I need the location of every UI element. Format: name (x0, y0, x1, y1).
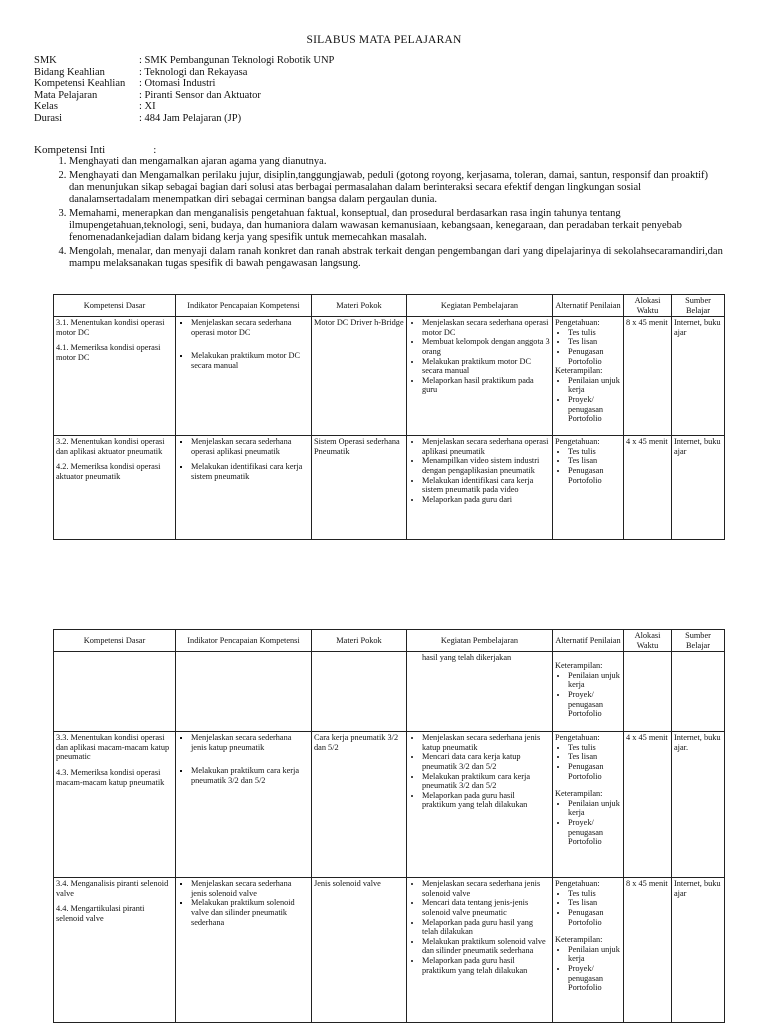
penilaian-cell (553, 878, 624, 1023)
sumber-cell: Internet, buku ajar (672, 317, 725, 436)
table-row (54, 878, 725, 1023)
table-row (54, 652, 725, 732)
materi-cell (312, 652, 407, 732)
meta-row (34, 101, 334, 113)
indikator-cell (176, 878, 312, 1023)
header-kegiatan: Kegiatan Pembelajaran (407, 630, 553, 652)
header-kd: Kompetensi Dasar (54, 630, 176, 652)
header-materi: Materi Pokok (312, 630, 407, 652)
penilaian-item: • Tes lisan (568, 752, 621, 762)
penilaian-item: • Proyek/ penugasan Portofolio (568, 690, 621, 719)
sumber-cell: Internet, buku ajar. (672, 732, 725, 878)
kegiatan-item: • Melaporkan hasil praktikum pada guru (422, 376, 550, 395)
header-materi: Materi Pokok (312, 295, 407, 317)
ki-list (34, 156, 724, 272)
penilaian-label: Keterampilan: (555, 935, 603, 945)
materi-cell: Cara kerja pneumatik 3/2 dan 5/2 (312, 732, 407, 878)
kd-text: 3.3. Menentukan kondisi operasi dan aplikasi macam-macam katup pneumatic (56, 733, 170, 762)
meta-value: : XI (139, 101, 156, 112)
meta-value: : SMK Pembangunan Teknologi Robotik UNP (139, 55, 335, 66)
indikator-cell (176, 652, 312, 732)
kd-text: 3.1. Menentukan kondisi operasi motor DC (56, 318, 165, 337)
sumber-cell: Internet, buku ajar (672, 878, 725, 1023)
header-kd: Kompetensi Dasar (54, 295, 176, 317)
penilaian-item: • Penilaian unjuk kerja (568, 945, 621, 964)
meta-value: : 484 Jam Pelajaran (JP) (139, 112, 242, 124)
indikator-item: ▪ Melakukan praktikum motor DC secara manual (191, 351, 309, 370)
kd-text: 4.2. Memeriksa kondisi operasi aktuator pneumatik (56, 462, 161, 481)
kegiatan-item: • Menampilkan video sistem industri dengan pengaplikasian pneumatik (422, 456, 550, 475)
materi-cell: Sistem Operasi sederhana Pneumatik (312, 436, 407, 540)
penilaian-label: Keterampilan: (555, 661, 603, 671)
indikator-item: ▪ Menjelaskan secara sederhana operasi motor DC (191, 318, 309, 337)
penilaian-cell (553, 732, 624, 878)
penilaian-item: • Tes tulis (568, 447, 621, 457)
header-kegiatan: Kegiatan Pembelajaran (407, 295, 553, 317)
meta-value: : Teknologi dan Rekayasa (139, 66, 248, 78)
header-indikator: Indikator Pencapaian Kompetensi (176, 295, 312, 317)
penilaian-item: • Penilaian unjuk kerja (568, 799, 621, 818)
kd-text: 3.4. Menganalisis piranti selenoid valve (56, 879, 169, 898)
ki-item: 4. Mengolah, menalar, dan menyaji dalam ranah konkret dan ranah abstrak terkait dengan pengembangan dari yang dipelajarinya di sekolahsecaramandiri,dan mampu melaksanakan tugas spesifik di bawah pengawasan langsung. (69, 246, 724, 270)
kegiatan-item: • Menjelaskan secara sederhana operasi aplikasi pneumatik (422, 437, 550, 456)
kegiatan-item: • Mencari data cara kerja katup pneumatik 3/2 dan 5/2 (422, 752, 550, 771)
penilaian-item: • Tes lisan (568, 898, 621, 908)
syllabus-table-1 (53, 294, 725, 540)
kegiatan-continued: hasil yang telah dikerjakan (422, 653, 512, 663)
alokasi-cell: 4 x 45 menit (624, 436, 672, 540)
kegiatan-cell (407, 436, 553, 540)
penilaian-item: • Penugasan Portofolio (568, 908, 621, 927)
sumber-cell (672, 652, 725, 732)
meta-key: Mata Pelajaran (34, 89, 98, 101)
kegiatan-cell (407, 878, 553, 1023)
kegiatan-item: • Melakukan praktikum solenoid valve dan silinder pneumatik sederhana (422, 937, 550, 956)
penilaian-item: • Proyek/ penugasan Portofolio (568, 964, 621, 993)
meta-key: Kelas (34, 101, 58, 112)
penilaian-label: Pengetahuan: (555, 879, 600, 889)
penilaian-cell (553, 652, 624, 732)
meta-row (34, 67, 334, 79)
kegiatan-item: • Melaporkan pada guru dari (422, 495, 550, 505)
materi-cell: Motor DC Driver h-Bridge (312, 317, 407, 436)
kd-cell (54, 436, 176, 540)
kd-cell (54, 652, 176, 732)
kd-text: 3.2. Menentukan kondisi operasi dan aplikasi aktuator pneumatik (56, 437, 165, 456)
meta-key: Bidang Keahlian (34, 66, 105, 78)
penilaian-item: • Tes tulis (568, 328, 621, 338)
indikator-item: ▪ Melakukan praktikum solenoid valve dan silinder pneumatik sederhana (191, 898, 309, 927)
meta-row (34, 78, 334, 90)
ki-heading-text: Kompetensi Inti (34, 144, 106, 156)
indikator-cell (176, 732, 312, 878)
ki-item: 1. Menghayati dan mengamalkan ajaran agama yang dianutnya. (69, 156, 724, 168)
page-title: SILABUS MATA PELAJARAN (306, 34, 462, 46)
meta-key: Durasi (34, 112, 62, 124)
penilaian-label: Pengetahuan: (555, 733, 600, 743)
kegiatan-item: • Membuat kelompok dengan anggota 3 orang (422, 337, 550, 356)
kegiatan-cell (407, 652, 553, 732)
kegiatan-item: • Melakukan praktikum motor DC secara manual (422, 357, 550, 376)
kegiatan-item: • Mencari data tentang jenis-jenis solenoid valve pneumatic (422, 898, 550, 917)
penilaian-cell (553, 436, 624, 540)
kegiatan-item: • Melaporkan pada guru hasil yang telah dilakukan (422, 918, 550, 937)
meta-row (34, 113, 334, 125)
ki-heading (34, 144, 156, 156)
syllabus-table-2 (53, 629, 725, 1023)
materi-cell: Jenis solenoid valve (312, 878, 407, 1023)
meta-value: : Otomasi Industri (139, 78, 216, 89)
kegiatan-item: • Melaporkan pada guru hasil praktikum yang telah dilakukan (422, 791, 550, 810)
penilaian-cell (553, 317, 624, 436)
ki-item: 3. Memahami, menerapkan dan menganalisis pengetahuan faktual, konseptual, dan prosedural berdasarkan rasa ingin tahunya tentang ilmupengetahuan,teknologi, seni, budaya, dan humaniora dalam wawasan kemanusiaan, kebangsaan, kenegaraan, dan peradaban terkait penyebab fenomenadankejadian dalam bidang kerja yang spesifik untuk memecahkan masalah. (69, 208, 724, 244)
penilaian-item: • Penugasan Portofolio (568, 762, 621, 781)
indikator-item: ▪ Melakukan identifikasi cara kerja sistem pneumatik (191, 462, 309, 481)
indikator-item: ▪ Menjelaskan secara sederhana jenis katup pneumatik (191, 733, 309, 752)
penilaian-item: • Tes tulis (568, 889, 621, 899)
penilaian-label: Keterampilan: (555, 789, 603, 799)
header-penilaian: Alternatif Penilaian (553, 295, 624, 317)
kegiatan-item: • Melakukan identifikasi cara kerja sistem pneumatik pada video (422, 476, 550, 495)
sumber-cell: Internet, buku ajar (672, 436, 725, 540)
kegiatan-item: • Menjelaskan secara sederhana jenis katup pneumatik (422, 733, 550, 752)
kegiatan-item: • Menjelaskan secara sederhana operasi motor DC (422, 318, 550, 337)
kd-cell (54, 317, 176, 436)
table-header-row (54, 630, 725, 652)
table-header-row (54, 295, 725, 317)
header-alokasi: Alokasi Waktu (624, 295, 672, 317)
header-penilaian: Alternatif Penilaian (553, 630, 624, 652)
penilaian-item: • Tes lisan (568, 337, 621, 347)
identity-block (34, 55, 334, 124)
meta-value: : Piranti Sensor dan Aktuator (139, 89, 261, 101)
penilaian-label: Pengetahuan: (555, 318, 600, 328)
meta-row (34, 90, 334, 102)
penilaian-item: • Proyek/ penugasan Portofolio (568, 395, 621, 424)
indikator-item: ▪ Menjelaskan secara sederhana operasi aplikasi pneumatik (191, 437, 309, 456)
kd-text: 4.4. Mengartikulasi piranti selenoid valve (56, 904, 145, 923)
kegiatan-cell (407, 317, 553, 436)
kd-text: 4.3. Memeriksa kondisi operasi macam-macam katup pneumatik (56, 767, 165, 787)
alokasi-cell: 8 x 45 menit (624, 878, 672, 1023)
penilaian-item: • Penilaian unjuk kerja (568, 671, 621, 690)
kd-text: 4.1. Memeriksa kondisi operasi motor DC (56, 343, 161, 362)
indikator-item: ▪ Menjelaskan secara sederhana jenis solenoid valve (191, 879, 309, 898)
table-row (54, 436, 725, 540)
alokasi-cell: 8 x 45 menit (624, 317, 672, 436)
indikator-cell (176, 436, 312, 540)
header-alokasi: Alokasi Waktu (624, 630, 672, 652)
ki-item: 2. Menghayati dan Mengamalkan perilaku jujur, disiplin,tanggungjawab, peduli (gotong royong, kerjasama, toleran, damai, santun, responsif dan proaktif) dan menunjukan sikap sebagai bagian dari solusi atas berbagai permasalahan dalam berinteraksi secara efektif dengan lingkungan sosial danalamsertadalam menempatkan diri sebagai cerminan bangsa dalam pergaulan dunia. (69, 170, 724, 206)
ki-heading-colon: : (153, 144, 157, 156)
kegiatan-item: • Menjelaskan secara sederhana jenis solenoid valve (422, 879, 550, 898)
indikator-cell (176, 317, 312, 436)
penilaian-item: • Proyek/ penugasan Portofolio (568, 818, 621, 847)
kegiatan-cell (407, 732, 553, 878)
penilaian-item: • Penilaian unjuk kerja (568, 376, 621, 395)
penilaian-item: • Tes tulis (568, 743, 621, 753)
indikator-item: ▪ Melakukan praktikum cara kerja pneumatik 3/2 dan 5/2 (191, 766, 309, 785)
alokasi-cell: 4 x 45 menit (624, 732, 672, 878)
penilaian-item: • Tes lisan (568, 456, 621, 466)
meta-key: SMK (34, 55, 57, 66)
kegiatan-item: • Melaporkan pada guru hasil praktikum yang telah dilakukan (422, 956, 550, 975)
penilaian-item: • Penugasan Portofolio (568, 466, 621, 485)
kegiatan-item: • Melakukan praktikum cara kerja pneumatik 3/2 dan 5/2 (422, 772, 550, 791)
kd-cell (54, 878, 176, 1023)
meta-row (34, 55, 334, 67)
penilaian-item: • Penugasan Portofolio (568, 347, 621, 366)
header-indikator: Indikator Pencapaian Kompetensi (176, 630, 312, 652)
table-row (54, 317, 725, 436)
alokasi-cell (624, 652, 672, 732)
kd-cell (54, 732, 176, 878)
meta-key: Kompetensi Keahlian (34, 78, 126, 89)
header-sumber: Sumber Belajar (672, 630, 725, 652)
table-row (54, 732, 725, 878)
penilaian-label: Pengetahuan: (555, 437, 600, 447)
penilaian-label: Keterampilan: (555, 366, 603, 376)
header-sumber: Sumber Belajar (672, 295, 725, 317)
